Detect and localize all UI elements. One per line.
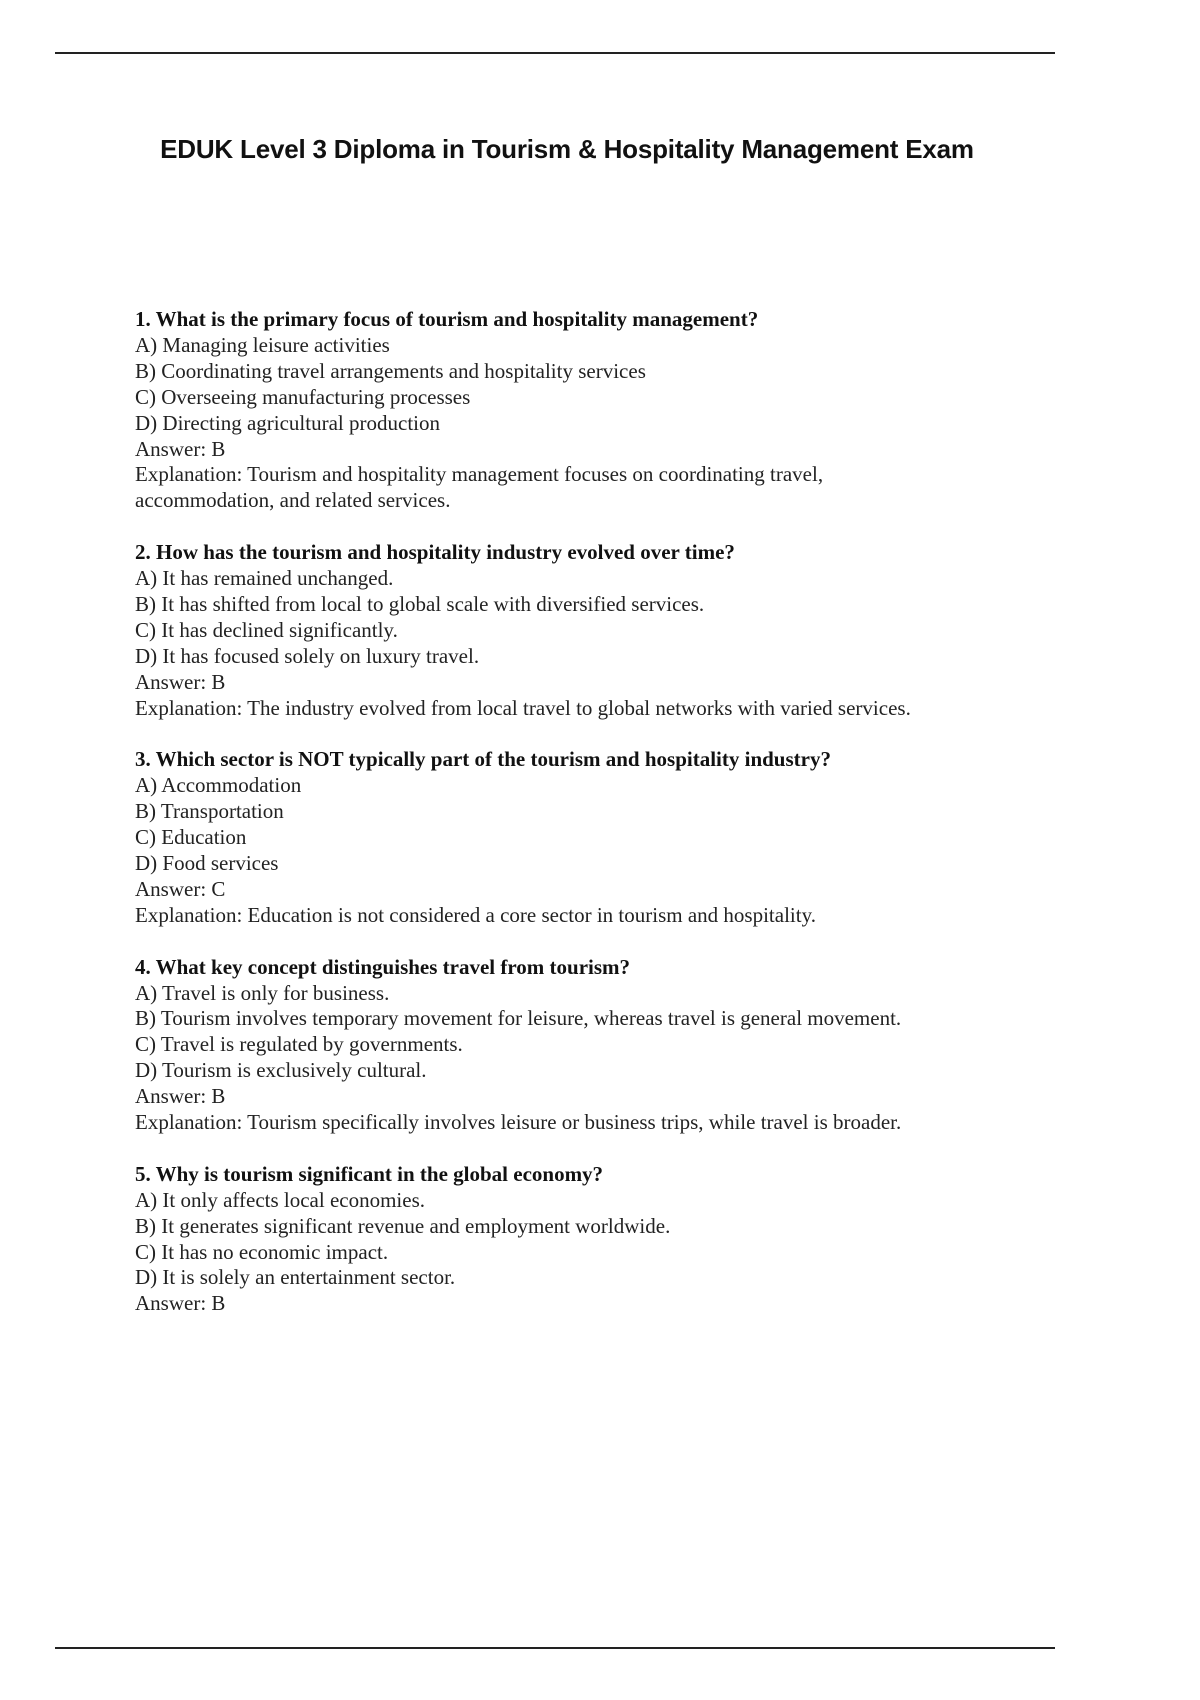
- answer-option: B) It has shifted from local to global scale with diversified services.: [135, 591, 705, 616]
- question-block: [135, 747, 967, 928]
- question-stem: 5. Why is tourism significant in the global economy?: [135, 1161, 604, 1186]
- header-rule: [55, 52, 1055, 54]
- answer-option: C) It has no economic impact.: [135, 1239, 389, 1264]
- question-block: [135, 955, 967, 1136]
- answer-option: D) It has focused solely on luxury travel.: [135, 643, 480, 668]
- question-block: [135, 1162, 967, 1317]
- answer-option: B) Transportation: [135, 799, 284, 824]
- answer-option: A) It only affects local economies.: [135, 1187, 426, 1212]
- answer-option: A) Managing leisure activities: [135, 332, 390, 357]
- answer-option: C) Overseeing manufacturing processes: [135, 384, 471, 409]
- answer-option: B) Coordinating travel arrangements and hospitality services: [135, 358, 646, 383]
- correct-answer: Answer: B: [135, 1084, 226, 1109]
- answer-option: D) Tourism is exclusively cultural.: [135, 1058, 427, 1083]
- explanation: Explanation: The industry evolved from local travel to global networks with varied services.: [135, 695, 911, 720]
- explanation: Explanation: Tourism and hospitality management focuses on coordinating travel, accommodation, and related services.: [135, 462, 824, 513]
- question-stem: 4. What key concept distinguishes travel from tourism?: [135, 954, 631, 979]
- answer-option: D) It is solely an entertainment sector.: [135, 1265, 456, 1290]
- answer-option: A) Travel is only for business.: [135, 980, 390, 1005]
- correct-answer: Answer: B: [135, 1291, 226, 1316]
- answer-option: B) It generates significant revenue and employment worldwide.: [135, 1213, 671, 1238]
- answer-option: A) Accommodation: [135, 773, 302, 798]
- answer-option: D) Food services: [135, 851, 279, 875]
- question-block: [135, 307, 967, 514]
- correct-answer: Answer: B: [135, 436, 226, 461]
- question-stem: 2. How has the tourism and hospitality industry evolved over time?: [135, 540, 735, 565]
- correct-answer: Answer: C: [135, 876, 226, 901]
- answer-option: C) Education: [135, 825, 247, 850]
- question-block: [135, 540, 967, 721]
- question-list: [135, 307, 967, 1343]
- document-title: EDUK Level 3 Diploma in Tourism & Hospitality Management Exam: [160, 134, 974, 164]
- answer-option: B) Tourism involves temporary movement for leisure, whereas travel is general movement.: [135, 1006, 902, 1031]
- question-stem: 3. Which sector is NOT typically part of the tourism and hospitality industry?: [135, 747, 831, 772]
- question-stem: 1. What is the primary focus of tourism and hospitality management?: [135, 307, 759, 331]
- explanation: Explanation: Education is not considered a core sector in tourism and hospitality.: [135, 902, 816, 927]
- answer-option: D) Directing agricultural production: [135, 410, 440, 435]
- correct-answer: Answer: B: [135, 669, 226, 694]
- answer-option: C) It has declined significantly.: [135, 617, 398, 642]
- answer-option: A) It has remained unchanged.: [135, 566, 394, 591]
- answer-option: C) Travel is regulated by governments.: [135, 1032, 463, 1057]
- footer-rule: [55, 1647, 1055, 1649]
- explanation: Explanation: Tourism specifically involves leisure or business trips, while travel is broader.: [135, 1110, 902, 1135]
